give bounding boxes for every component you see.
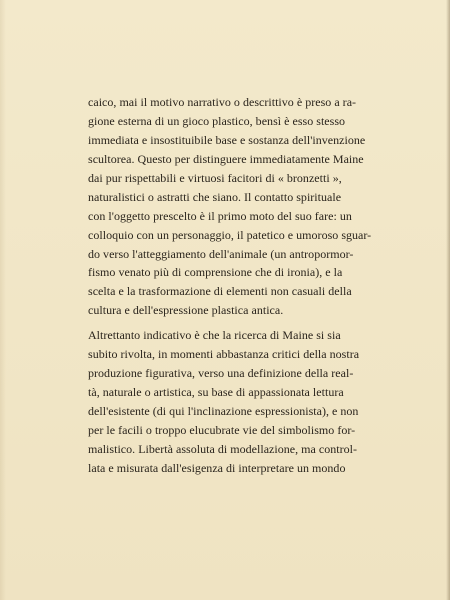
text-line: gione esterna di un gioco plastico, bensì è esso stesso (88, 113, 346, 128)
text-line: colloquio con un personaggio, il patetico e umoroso sguar- (88, 227, 372, 242)
text-line: dell'esistente (di qui l'inclinazione espressionista), e non (88, 404, 359, 418)
text-line: Altrettanto indicativo è che la ricerca di Maine si sia (88, 328, 341, 343)
paragraph-2 (88, 326, 388, 478)
text-line: do verso l'atteggiamento dell'animale (un antropormor- (88, 246, 354, 261)
paragraph-1 (88, 93, 388, 320)
body-text (88, 93, 388, 478)
text-line: fismo venato più di comprensione che di ironia), e la (88, 265, 343, 280)
text-line: dai pur rispettabili e virtuosi facitori di « bronzetti », (88, 170, 342, 185)
text-line: naturalistici o astratti che siano. Il contatto spirituale (88, 189, 342, 204)
page-edge-shadow (446, 0, 450, 600)
text-line: tà, naturale o artistica, su base di appassionata lettura (88, 385, 344, 400)
text-line: produzione figurativa, verso una definizione della real- (88, 366, 354, 381)
text-line: lata e misurata dall'esigenza di interpretare un mondo (88, 460, 346, 475)
text-line: cultura e dell'espressione plastica antica. (88, 303, 284, 318)
text-line: malistico. Libertà assoluta di modellazione, ma control- (88, 441, 358, 456)
text-line: subito rivolta, in momenti abbastanza critici della nostra (88, 347, 360, 362)
text-line: per le facili o troppo elucubrate vie del simbolismo for- (88, 422, 356, 437)
text-line: scelta e la trasformazione di elementi non casuali della (88, 284, 352, 299)
text-line: immediata e insostituibile base e sostanza dell'invenzione (88, 132, 366, 147)
text-line: scultorea. Questo per distinguere immediatamente Maine (88, 151, 364, 166)
text-line: con l'oggetto prescelto è il primo moto del suo fare: un (88, 208, 352, 223)
text-line: caico, mai il motivo narrativo o descrittivo è preso a ra- (88, 95, 357, 109)
